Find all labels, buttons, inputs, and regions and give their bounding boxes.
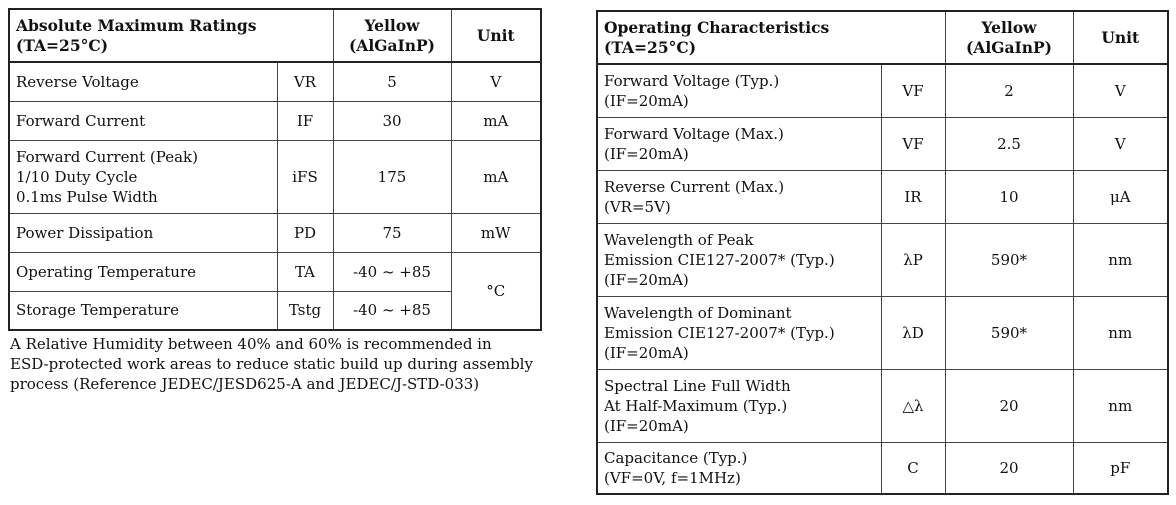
amr-symbol: PD [277,213,333,252]
oc-unit: pF [1073,442,1168,494]
table-row [9,62,541,101]
oc-unit: nm [1073,369,1168,442]
oc-unit: nm [1073,296,1168,369]
operating-characteristics-table [596,10,1169,495]
amr-param: Reverse Voltage [9,62,277,101]
table-row [597,296,1168,369]
table-row [597,117,1168,170]
amr-symbol: IF [277,101,333,140]
oc-param: Wavelength of Dominant Emission CIE127-2007* (Typ.) (IF=20mA) [597,296,881,369]
oc-symbol: C [881,442,945,494]
oc-header-title-cell [597,11,945,64]
amr-param: Storage Temperature [9,291,277,330]
table-row [597,170,1168,223]
oc-unit: nm [1073,223,1168,296]
humidity-note: A Relative Humidity between 40% and 60% is recommended in ESD-protected work areas to reduce static build up during assembly process (Reference JEDEC/JESD625-A and JEDEC/J-STD-033) [10,335,533,393]
table-row [597,369,1168,442]
oc-symbol: λD [881,296,945,369]
absolute-maximum-ratings-table [8,8,542,331]
oc-value: 20 [945,369,1073,442]
table-row [597,223,1168,296]
table-row [9,213,541,252]
amr-header-unit: Unit [451,9,541,62]
oc-unit: μA [1073,170,1168,223]
amr-unit: mA [451,140,541,213]
oc-value: 20 [945,442,1073,494]
table-row [9,101,541,140]
oc-symbol: λP [881,223,945,296]
amr-condition: (TA=25°C) [16,35,109,55]
table-row [597,442,1168,494]
oc-symbol: VF [881,64,945,117]
oc-symbol: IR [881,170,945,223]
oc-value: 590* [945,223,1073,296]
oc-condition: (TA=25°C) [604,37,697,57]
oc-value: 590* [945,296,1073,369]
amr-unit: V [451,62,541,101]
amr-param: Forward Current (Peak) 1/10 Duty Cycle 0.1ms Pulse Width [9,140,277,213]
oc-header-material: Yellow (AlGaInP) [945,11,1073,64]
oc-value: 10 [945,170,1073,223]
amr-value: 30 [333,101,451,140]
amr-value: 75 [333,213,451,252]
amr-unit: mA [451,101,541,140]
amr-symbol: TA [277,252,333,291]
oc-param: Capacitance (Typ.) (VF=0V, f=1MHz) [597,442,881,494]
oc-unit: V [1073,64,1168,117]
amr-header-material: Yellow (AlGaInP) [333,9,451,62]
amr-title: Absolute Maximum Ratings [16,15,257,35]
oc-unit: V [1073,117,1168,170]
amr-symbol: VR [277,62,333,101]
amr-value: -40 ~ +85 [333,252,451,291]
amr-value: 5 [333,62,451,101]
amr-symbol: iFS [277,140,333,213]
oc-title: Operating Characteristics [604,17,830,37]
oc-value: 2.5 [945,117,1073,170]
amr-unit: mW [451,213,541,252]
amr-param: Operating Temperature [9,252,277,291]
table-row [9,252,541,291]
amr-param: Forward Current [9,101,277,140]
oc-param: Forward Voltage (Max.) (IF=20mA) [597,117,881,170]
amr-symbol: Tstg [277,291,333,330]
oc-param: Spectral Line Full Width At Half-Maximum (Typ.) (IF=20mA) [597,369,881,442]
amr-value: -40 ~ +85 [333,291,451,330]
oc-param: Reverse Current (Max.) (VR=5V) [597,170,881,223]
table-row [9,140,541,213]
oc-value: 2 [945,64,1073,117]
amr-header-title-cell [9,9,333,62]
amr-unit-temperature: °C [451,252,541,330]
oc-param: Wavelength of Peak Emission CIE127-2007* (Typ.) (IF=20mA) [597,223,881,296]
oc-header-unit: Unit [1073,11,1168,64]
oc-param: Forward Voltage (Typ.) (IF=20mA) [597,64,881,117]
oc-symbol: △λ [881,369,945,442]
amr-value: 175 [333,140,451,213]
table-row [597,64,1168,117]
amr-param: Power Dissipation [9,213,277,252]
oc-symbol: VF [881,117,945,170]
